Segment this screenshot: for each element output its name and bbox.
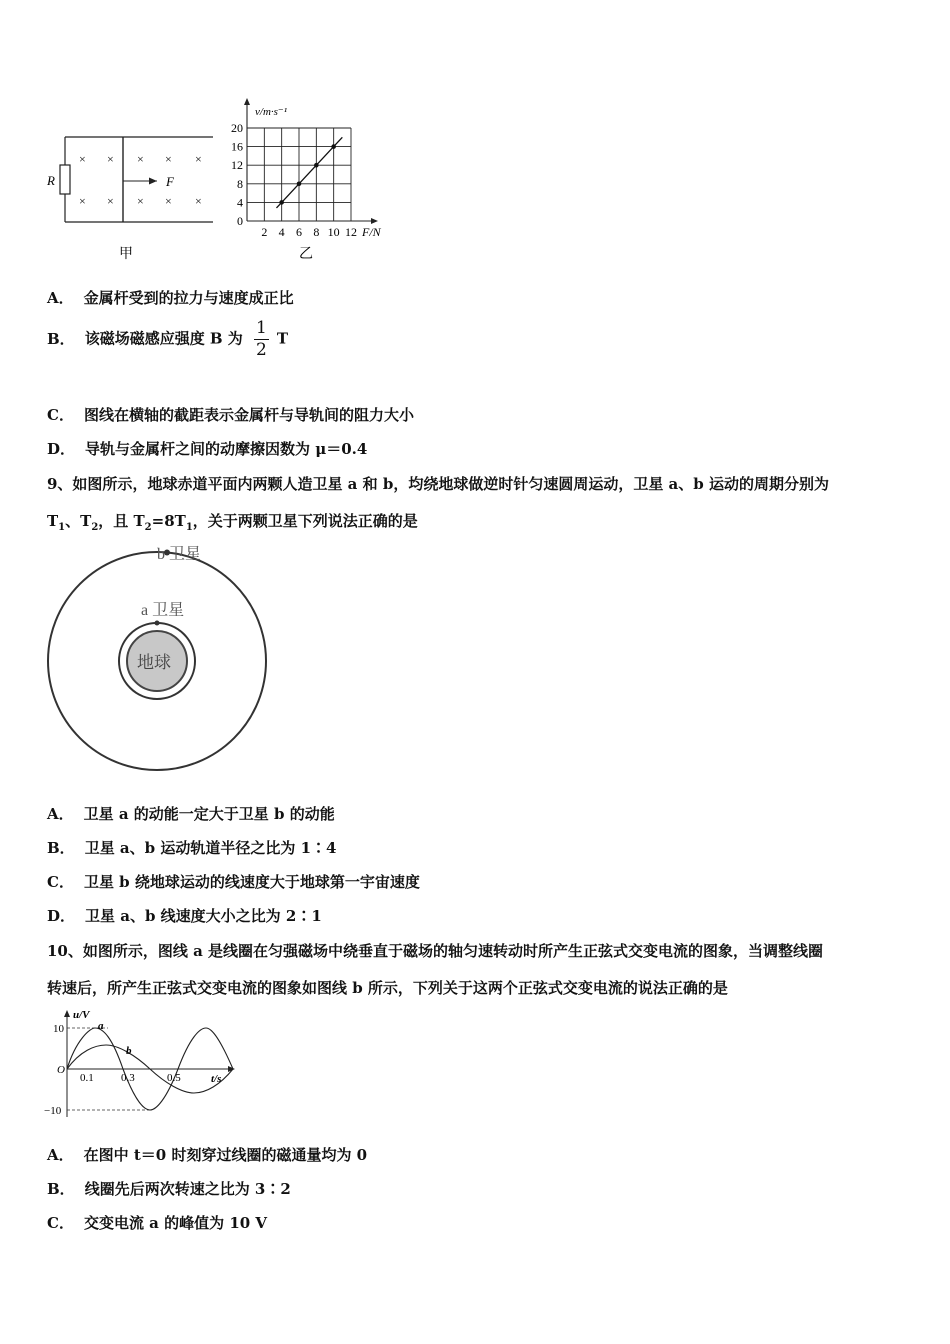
y-tick-label: 8 — [237, 176, 243, 191]
data-point — [297, 182, 302, 187]
curve-b-label: b — [126, 1045, 132, 1057]
origin-label: O — [57, 1064, 65, 1076]
x-axis-label: F/N — [362, 225, 381, 239]
svg-text:×: × — [137, 152, 144, 166]
y-tick-label: 16 — [231, 139, 243, 154]
resistor — [60, 165, 70, 194]
data-point — [331, 144, 336, 149]
q10-stem-line2: 转速后，所产生正弦式交变电流的图象如图线 b 所示，下列关于这两个正弦式交变电流的说法正确的是 — [47, 979, 728, 997]
svg-text:×: × — [165, 152, 172, 166]
q8-option-d: D． 导轨与金属杆之间的动摩擦因数为 μ＝0.4 — [47, 440, 368, 458]
y-tick-label: 4 — [237, 195, 243, 210]
satellite-b-label: b 卫星 — [157, 546, 202, 563]
q10-option-b: B． 线圈先后两次转速之比为 3∶2 — [47, 1180, 291, 1198]
ac-waveform-figure — [40, 1005, 240, 1125]
q9-option-a: A． 卫星 a 的动能一定大于卫星 b 的动能 — [47, 805, 335, 823]
x-tick-label: 12 — [345, 225, 357, 239]
satellite-orbit-figure — [45, 540, 285, 780]
data-point — [314, 163, 319, 168]
satellite-a-label: a 卫星 — [141, 602, 185, 619]
y-tick-label: 0 — [237, 214, 243, 228]
satellite-a-dot — [155, 621, 160, 626]
resistor-label: R — [47, 173, 55, 188]
force-label: F — [166, 174, 174, 189]
q10-option-a: A． 在图中 t＝0 时刻穿过线圈的磁通量均为 0 — [47, 1146, 368, 1164]
q9-option-c: C． 卫星 b 绕地球运动的线速度大于地球第一宇宙速度 — [47, 873, 420, 891]
rail-circuit-figure — [45, 130, 220, 265]
q8-option-c: C． 图线在横轴的截距表示金属杆与导轨间的阻力大小 — [47, 406, 414, 424]
earth-label: 地球 — [137, 653, 171, 672]
svg-text:×: × — [107, 152, 114, 166]
svg-text:×: × — [107, 194, 114, 208]
x-tick-label: 4 — [278, 225, 285, 239]
x-tick-0-3: 0.3 — [121, 1072, 135, 1084]
y-tick-minus10: −10 — [44, 1105, 62, 1117]
q8-option-a: A． 金属杆受到的拉力与速度成正比 — [47, 289, 294, 307]
caption-jia: 甲 — [119, 247, 133, 262]
q9-stem-line2: $T_1$、$T_2$，且 $T_2=8T_1$，关于两颗卫星下列说法正确的是 — [47, 512, 418, 533]
fraction-one-half: $\frac{1}{2}$ — [256, 318, 267, 360]
svg-text:×: × — [79, 152, 86, 166]
caption-yi: 乙 — [299, 247, 313, 262]
svg-text:×: × — [195, 152, 202, 166]
svg-text:×: × — [137, 194, 144, 208]
magnetic-field-crosses — [79, 152, 202, 208]
svg-text:×: × — [195, 194, 202, 208]
x-axis-label: t/s — [211, 1073, 222, 1085]
q9-option-b: B． 卫星 a、b 运动轨道半径之比为 1∶4 — [47, 839, 337, 857]
v-f-graph — [225, 95, 400, 265]
x-axis-arrow — [371, 218, 378, 224]
x-tick-label: 8 — [313, 225, 320, 239]
svg-text:×: × — [79, 194, 86, 208]
y-axis-arrow — [244, 98, 250, 105]
x-tick-0-1: 0.1 — [80, 1072, 94, 1084]
x-tick-0-5: 0.5 — [167, 1072, 181, 1084]
x-tick-label: 10 — [327, 225, 340, 239]
y-tick-label: 20 — [231, 121, 243, 135]
svg-text:×: × — [165, 194, 172, 208]
q9-stem-line1: 9、如图所示，地球赤道平面内两颗人造卫星 a 和 b，均绕地球做逆时针匀速圆周运动，卫星 a、b 运动的周期分别为 — [47, 475, 829, 493]
q8-option-b: B． 该磁场磁感应强度 B 为 $\frac{1}{2}$ T — [47, 318, 289, 360]
q10-stem-line1: 10、如图所示，图线 a 是线圈在匀强磁场中绕垂直于磁场的轴匀速转动时所产生正弦式交变电流的图象，当调整线圈 — [47, 942, 824, 960]
x-tick-label: 2 — [261, 225, 268, 239]
y-tick-label: 12 — [231, 158, 243, 173]
y-axis-label: v/m·s⁻¹ — [255, 106, 288, 118]
q9-option-d: D． 卫星 a、b 线速度大小之比为 2∶1 — [47, 907, 322, 925]
y-tick-10: 10 — [53, 1023, 64, 1035]
curve-a-label: a — [98, 1020, 104, 1032]
q10-option-c: C． 交变电流 a 的峰值为 10 V — [47, 1214, 268, 1232]
y-axis-label: u/V — [73, 1009, 90, 1021]
data-point — [279, 200, 284, 205]
x-tick-label: 6 — [296, 225, 302, 239]
